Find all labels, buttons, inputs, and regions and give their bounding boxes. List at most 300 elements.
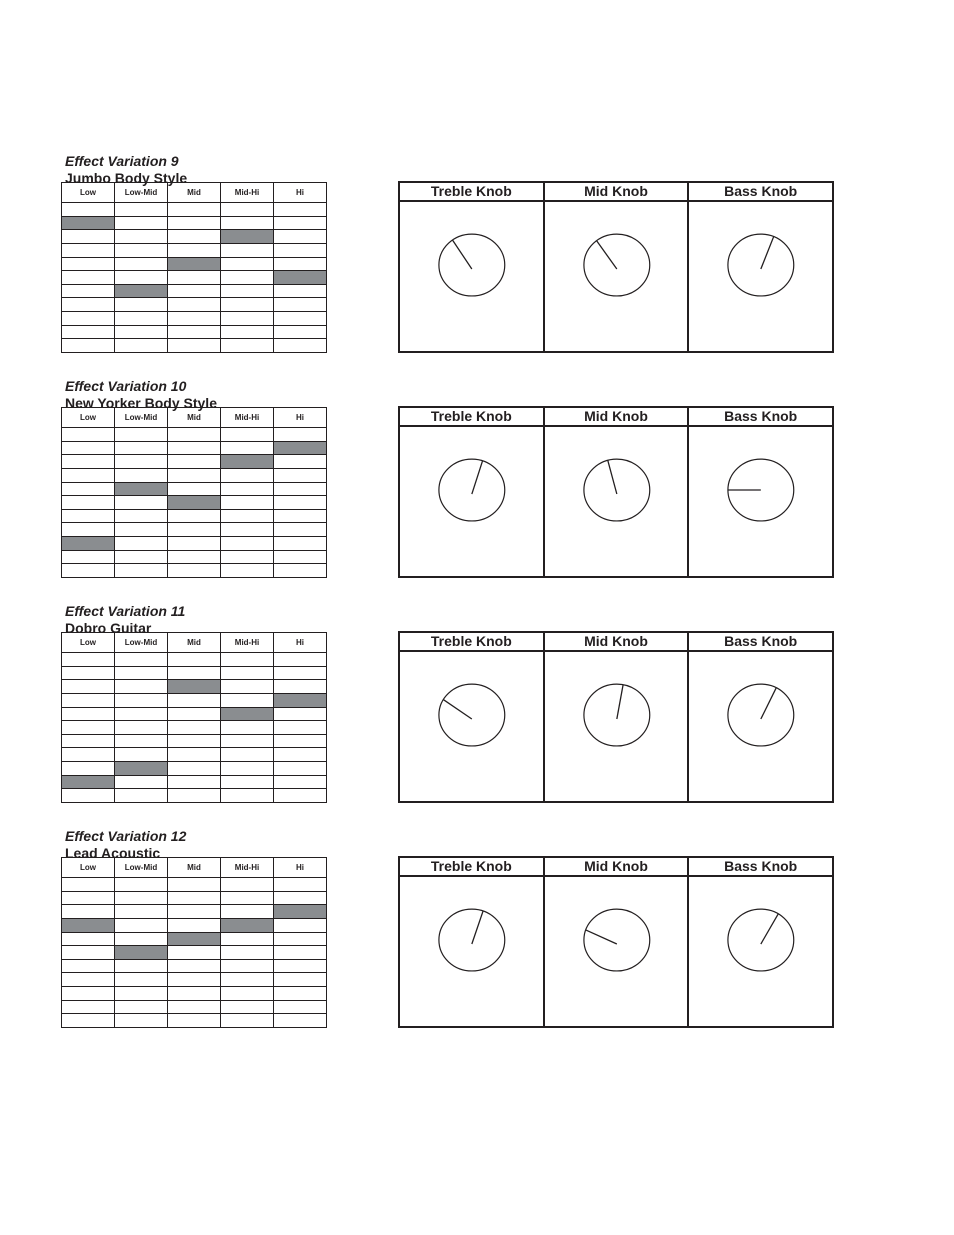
eq-cell-selected bbox=[168, 257, 221, 271]
eq-column-header: Hi bbox=[274, 632, 327, 652]
knob-column bbox=[689, 408, 832, 576]
eq-cell bbox=[62, 1000, 115, 1014]
knob-circle bbox=[439, 684, 505, 746]
eq-cell bbox=[168, 693, 221, 707]
eq-cell bbox=[115, 325, 168, 339]
knob-label: Bass Knob bbox=[689, 408, 832, 427]
knob-label: Treble Knob bbox=[400, 408, 543, 427]
knob-column bbox=[400, 408, 545, 576]
eq-cell bbox=[62, 761, 115, 775]
knob-dial bbox=[400, 877, 543, 1027]
eq-cell-selected bbox=[115, 945, 168, 959]
eq-cell bbox=[221, 216, 274, 230]
eq-cell bbox=[168, 788, 221, 802]
eq-cell bbox=[62, 495, 115, 509]
knob-column bbox=[545, 633, 690, 801]
eq-cell bbox=[221, 679, 274, 693]
eq-cell-selected bbox=[274, 904, 327, 918]
knob-panel bbox=[398, 181, 834, 353]
knob-column bbox=[545, 408, 690, 576]
eq-cell bbox=[62, 270, 115, 284]
eq-cell-selected bbox=[274, 270, 327, 284]
eq-cell bbox=[115, 720, 168, 734]
eq-cell bbox=[221, 550, 274, 564]
eq-cell bbox=[274, 734, 327, 748]
knob-circle bbox=[439, 234, 505, 296]
eq-cell bbox=[168, 311, 221, 325]
eq-cell bbox=[221, 311, 274, 325]
eq-column-header: Low-Mid bbox=[115, 632, 168, 652]
eq-cell bbox=[62, 747, 115, 761]
eq-cell bbox=[168, 945, 221, 959]
eq-cell bbox=[221, 693, 274, 707]
eq-cell bbox=[115, 216, 168, 230]
eq-cell bbox=[115, 918, 168, 932]
eq-column-header: Mid-Hi bbox=[221, 632, 274, 652]
eq-cell bbox=[274, 986, 327, 1000]
eq-cell bbox=[221, 1013, 274, 1027]
knob-column bbox=[545, 858, 690, 1026]
eq-cell bbox=[221, 284, 274, 298]
eq-cell bbox=[115, 986, 168, 1000]
knob-dial bbox=[545, 877, 688, 1027]
eq-cell-selected bbox=[168, 495, 221, 509]
eq-cell bbox=[62, 441, 115, 455]
eq-cell bbox=[115, 243, 168, 257]
eq-cell bbox=[168, 652, 221, 666]
eq-cell bbox=[115, 441, 168, 455]
eq-cell bbox=[274, 522, 327, 536]
eq-column-header: Mid-Hi bbox=[221, 857, 274, 877]
eq-cell bbox=[274, 550, 327, 564]
eq-cell bbox=[115, 679, 168, 693]
eq-cell bbox=[221, 932, 274, 946]
eq-cell bbox=[274, 720, 327, 734]
eq-cell bbox=[62, 652, 115, 666]
eq-cell bbox=[168, 522, 221, 536]
eq-cell bbox=[221, 652, 274, 666]
eq-cell-selected bbox=[221, 229, 274, 243]
eq-cell bbox=[274, 216, 327, 230]
eq-cell bbox=[274, 454, 327, 468]
eq-cell bbox=[274, 788, 327, 802]
eq-cell bbox=[62, 468, 115, 482]
eq-cell bbox=[115, 550, 168, 564]
eq-cell bbox=[168, 536, 221, 550]
eq-cell bbox=[221, 338, 274, 352]
eq-grid bbox=[61, 632, 327, 803]
eq-cell bbox=[274, 297, 327, 311]
eq-cell bbox=[274, 679, 327, 693]
eq-cell bbox=[115, 747, 168, 761]
eq-column-header: Low-Mid bbox=[115, 857, 168, 877]
eq-cell bbox=[62, 284, 115, 298]
eq-cell bbox=[62, 788, 115, 802]
knob-label: Treble Knob bbox=[400, 633, 543, 652]
eq-cell bbox=[274, 945, 327, 959]
eq-cell bbox=[221, 904, 274, 918]
eq-cell bbox=[274, 652, 327, 666]
knob-pointer bbox=[585, 930, 616, 944]
eq-cell bbox=[168, 270, 221, 284]
knob-label: Bass Knob bbox=[689, 858, 832, 877]
eq-cell bbox=[62, 325, 115, 339]
knob-pointer bbox=[596, 241, 616, 269]
eq-cell bbox=[115, 877, 168, 891]
knob-dial bbox=[545, 427, 688, 577]
eq-cell bbox=[221, 1000, 274, 1014]
eq-cell bbox=[168, 202, 221, 216]
eq-column-header: Mid bbox=[168, 857, 221, 877]
eq-cell bbox=[62, 257, 115, 271]
eq-column-header: Mid bbox=[168, 182, 221, 202]
eq-cell bbox=[221, 720, 274, 734]
eq-cell bbox=[221, 986, 274, 1000]
eq-cell bbox=[221, 877, 274, 891]
variation-subtitle: Dobro Guitar bbox=[65, 620, 152, 636]
eq-cell bbox=[168, 454, 221, 468]
eq-cell bbox=[62, 877, 115, 891]
eq-cell bbox=[115, 904, 168, 918]
eq-cell-selected bbox=[221, 454, 274, 468]
knob-label: Mid Knob bbox=[545, 858, 688, 877]
variation-title: Effect Variation 12 bbox=[65, 828, 187, 844]
knob-dial bbox=[545, 202, 688, 352]
eq-column-header: Mid-Hi bbox=[221, 407, 274, 427]
eq-cell bbox=[274, 468, 327, 482]
knob-column bbox=[545, 183, 690, 351]
eq-cell-selected bbox=[168, 932, 221, 946]
eq-cell bbox=[62, 720, 115, 734]
eq-cell-selected bbox=[274, 693, 327, 707]
knob-column bbox=[689, 858, 832, 1026]
eq-cell bbox=[62, 454, 115, 468]
eq-cell bbox=[221, 509, 274, 523]
knob-dial bbox=[689, 427, 832, 577]
eq-cell bbox=[62, 297, 115, 311]
eq-cell bbox=[168, 284, 221, 298]
eq-cell bbox=[168, 707, 221, 721]
eq-column-header: Low-Mid bbox=[115, 182, 168, 202]
eq-grid bbox=[61, 407, 327, 578]
eq-cell bbox=[115, 495, 168, 509]
knob-column bbox=[400, 183, 545, 351]
eq-cell bbox=[115, 563, 168, 577]
eq-cell bbox=[115, 536, 168, 550]
eq-cell bbox=[115, 454, 168, 468]
eq-cell bbox=[274, 202, 327, 216]
eq-cell bbox=[62, 229, 115, 243]
eq-cell bbox=[168, 918, 221, 932]
knob-circle bbox=[584, 459, 650, 521]
eq-cell bbox=[168, 1000, 221, 1014]
eq-cell bbox=[221, 666, 274, 680]
eq-cell bbox=[115, 338, 168, 352]
eq-cell bbox=[168, 972, 221, 986]
knob-circle bbox=[584, 684, 650, 746]
eq-cell bbox=[221, 788, 274, 802]
eq-cell bbox=[274, 918, 327, 932]
eq-cell bbox=[62, 679, 115, 693]
eq-cell-selected bbox=[62, 216, 115, 230]
eq-cell bbox=[168, 243, 221, 257]
eq-cell bbox=[115, 1013, 168, 1027]
eq-cell bbox=[221, 270, 274, 284]
eq-cell bbox=[274, 1013, 327, 1027]
eq-cell bbox=[168, 986, 221, 1000]
effect-variation-9 bbox=[0, 153, 954, 378]
eq-cell bbox=[62, 932, 115, 946]
knob-circle bbox=[728, 909, 794, 971]
knob-panel bbox=[398, 631, 834, 803]
eq-cell bbox=[274, 563, 327, 577]
eq-cell bbox=[221, 441, 274, 455]
eq-cell bbox=[274, 761, 327, 775]
eq-cell bbox=[168, 877, 221, 891]
eq-cell bbox=[168, 550, 221, 564]
knob-pointer bbox=[607, 460, 616, 494]
eq-cell bbox=[115, 509, 168, 523]
eq-cell bbox=[62, 891, 115, 905]
eq-cell bbox=[274, 325, 327, 339]
eq-cell bbox=[168, 468, 221, 482]
eq-cell bbox=[274, 257, 327, 271]
eq-cell bbox=[62, 693, 115, 707]
eq-cell-selected bbox=[221, 707, 274, 721]
eq-cell bbox=[274, 311, 327, 325]
knob-circle bbox=[439, 459, 505, 521]
knob-panel bbox=[398, 856, 834, 1028]
knob-pointer bbox=[761, 237, 774, 269]
variation-title: Effect Variation 9 bbox=[65, 153, 179, 169]
eq-cell bbox=[115, 468, 168, 482]
eq-cell bbox=[274, 509, 327, 523]
knob-dial bbox=[400, 652, 543, 802]
eq-cell bbox=[62, 959, 115, 973]
eq-cell bbox=[62, 482, 115, 496]
eq-column-header: Mid-Hi bbox=[221, 182, 274, 202]
eq-column-header: Low bbox=[62, 857, 115, 877]
eq-cell bbox=[62, 734, 115, 748]
eq-column-header: Mid bbox=[168, 632, 221, 652]
variation-subtitle: New Yorker Body Style bbox=[65, 395, 217, 411]
knob-dial bbox=[400, 202, 543, 352]
eq-cell bbox=[221, 468, 274, 482]
eq-cell bbox=[168, 325, 221, 339]
eq-cell bbox=[168, 441, 221, 455]
eq-cell bbox=[221, 734, 274, 748]
eq-cell bbox=[274, 229, 327, 243]
eq-cell bbox=[115, 427, 168, 441]
eq-cell bbox=[221, 427, 274, 441]
eq-column-header: Hi bbox=[274, 182, 327, 202]
eq-cell bbox=[274, 427, 327, 441]
eq-cell bbox=[168, 229, 221, 243]
eq-cell bbox=[221, 202, 274, 216]
eq-cell-selected bbox=[115, 761, 168, 775]
eq-cell bbox=[168, 216, 221, 230]
eq-cell bbox=[168, 427, 221, 441]
eq-cell bbox=[274, 536, 327, 550]
eq-cell bbox=[115, 788, 168, 802]
eq-cell bbox=[168, 775, 221, 789]
eq-cell bbox=[221, 945, 274, 959]
eq-cell bbox=[274, 482, 327, 496]
knob-dial bbox=[545, 652, 688, 802]
eq-cell-selected bbox=[115, 284, 168, 298]
eq-cell bbox=[274, 495, 327, 509]
eq-cell bbox=[168, 563, 221, 577]
eq-cell bbox=[221, 482, 274, 496]
knob-label: Treble Knob bbox=[400, 183, 543, 202]
eq-cell-selected bbox=[168, 679, 221, 693]
eq-cell bbox=[115, 775, 168, 789]
knob-label: Mid Knob bbox=[545, 633, 688, 652]
eq-cell bbox=[168, 720, 221, 734]
eq-cell bbox=[221, 891, 274, 905]
eq-cell bbox=[274, 666, 327, 680]
eq-cell bbox=[274, 932, 327, 946]
eq-cell bbox=[168, 734, 221, 748]
eq-cell bbox=[62, 904, 115, 918]
eq-cell bbox=[221, 522, 274, 536]
knob-column bbox=[689, 183, 832, 351]
knob-column bbox=[400, 858, 545, 1026]
eq-cell bbox=[221, 297, 274, 311]
eq-cell bbox=[274, 891, 327, 905]
eq-cell bbox=[115, 270, 168, 284]
eq-cell bbox=[62, 972, 115, 986]
knob-pointer bbox=[452, 240, 471, 269]
eq-cell bbox=[62, 427, 115, 441]
eq-column-header: Hi bbox=[274, 857, 327, 877]
eq-cell bbox=[168, 891, 221, 905]
eq-cell bbox=[221, 325, 274, 339]
eq-column-header: Mid bbox=[168, 407, 221, 427]
eq-cell-selected bbox=[274, 441, 327, 455]
eq-cell bbox=[274, 707, 327, 721]
eq-cell-selected bbox=[62, 536, 115, 550]
eq-cell bbox=[221, 495, 274, 509]
knob-circle bbox=[584, 909, 650, 971]
eq-cell bbox=[168, 482, 221, 496]
eq-cell bbox=[168, 747, 221, 761]
eq-cell bbox=[274, 1000, 327, 1014]
eq-cell bbox=[168, 666, 221, 680]
eq-cell bbox=[115, 1000, 168, 1014]
eq-cell bbox=[168, 297, 221, 311]
knob-pointer bbox=[472, 461, 483, 494]
eq-cell bbox=[221, 761, 274, 775]
eq-cell bbox=[115, 652, 168, 666]
eq-cell bbox=[62, 563, 115, 577]
eq-cell-selected bbox=[221, 918, 274, 932]
eq-cell bbox=[115, 522, 168, 536]
knob-label: Bass Knob bbox=[689, 183, 832, 202]
eq-cell bbox=[62, 550, 115, 564]
knob-label: Mid Knob bbox=[545, 183, 688, 202]
eq-cell bbox=[274, 877, 327, 891]
eq-cell bbox=[221, 563, 274, 577]
eq-cell bbox=[274, 972, 327, 986]
knob-circle bbox=[584, 234, 650, 296]
eq-cell bbox=[115, 707, 168, 721]
eq-column-header: Low bbox=[62, 632, 115, 652]
eq-cell bbox=[115, 932, 168, 946]
eq-column-header: Hi bbox=[274, 407, 327, 427]
eq-cell bbox=[62, 509, 115, 523]
knob-dial bbox=[689, 877, 832, 1027]
eq-cell bbox=[115, 202, 168, 216]
eq-cell bbox=[221, 972, 274, 986]
eq-cell bbox=[62, 522, 115, 536]
eq-cell-selected bbox=[62, 775, 115, 789]
eq-cell bbox=[62, 666, 115, 680]
eq-cell bbox=[168, 761, 221, 775]
knob-circle bbox=[728, 684, 794, 746]
effect-variation-11 bbox=[0, 603, 954, 828]
eq-cell bbox=[221, 775, 274, 789]
eq-cell bbox=[221, 536, 274, 550]
eq-cell bbox=[62, 311, 115, 325]
eq-cell bbox=[221, 243, 274, 257]
knob-label: Mid Knob bbox=[545, 408, 688, 427]
eq-grid bbox=[61, 182, 327, 353]
eq-cell bbox=[168, 959, 221, 973]
eq-column-header: Low bbox=[62, 182, 115, 202]
effect-variation-12 bbox=[0, 828, 954, 1053]
eq-cell bbox=[115, 891, 168, 905]
eq-cell bbox=[168, 509, 221, 523]
variation-subtitle: Jumbo Body Style bbox=[65, 170, 188, 186]
knob-circle bbox=[439, 909, 505, 971]
knob-pointer bbox=[472, 911, 483, 944]
eq-cell bbox=[168, 338, 221, 352]
knob-pointer bbox=[443, 700, 472, 719]
eq-cell bbox=[62, 707, 115, 721]
knob-circle bbox=[728, 234, 794, 296]
eq-column-header: Low-Mid bbox=[115, 407, 168, 427]
eq-cell bbox=[274, 338, 327, 352]
knob-label: Treble Knob bbox=[400, 858, 543, 877]
eq-cell bbox=[62, 1013, 115, 1027]
eq-cell bbox=[168, 1013, 221, 1027]
eq-cell bbox=[221, 257, 274, 271]
eq-cell-selected bbox=[62, 918, 115, 932]
knob-dial bbox=[689, 652, 832, 802]
variation-title: Effect Variation 10 bbox=[65, 378, 187, 394]
knob-label: Bass Knob bbox=[689, 633, 832, 652]
eq-cell bbox=[115, 257, 168, 271]
eq-cell bbox=[274, 959, 327, 973]
eq-grid bbox=[61, 857, 327, 1028]
eq-cell bbox=[221, 747, 274, 761]
eq-cell bbox=[115, 297, 168, 311]
eq-cell bbox=[62, 338, 115, 352]
eq-cell bbox=[115, 229, 168, 243]
eq-cell bbox=[115, 734, 168, 748]
eq-cell bbox=[62, 945, 115, 959]
knob-pointer bbox=[761, 688, 776, 719]
eq-cell bbox=[62, 202, 115, 216]
knob-pointer bbox=[761, 914, 778, 944]
eq-cell bbox=[221, 959, 274, 973]
eq-cell bbox=[168, 904, 221, 918]
eq-cell bbox=[115, 972, 168, 986]
knob-dial bbox=[689, 202, 832, 352]
eq-cell bbox=[274, 243, 327, 257]
eq-cell bbox=[62, 986, 115, 1000]
